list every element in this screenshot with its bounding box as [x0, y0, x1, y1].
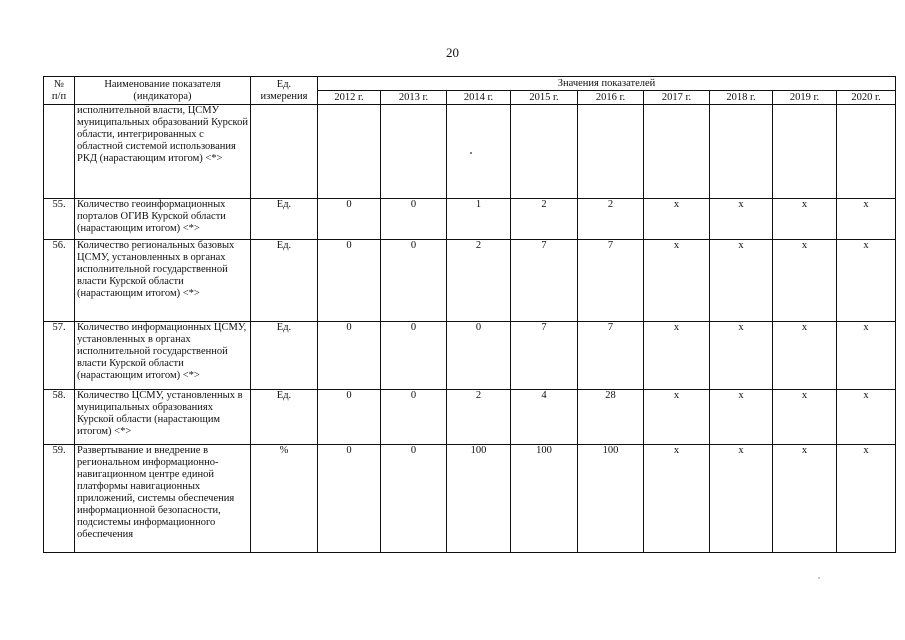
row-indicator-name: Количество ЦСМУ, установленных в муниципальных образованиях Курской области (нарастающим итогом) <*>	[75, 390, 251, 445]
row-value-2014: 1	[447, 199, 511, 240]
row-num: 57.	[44, 322, 75, 390]
row-value-2015: 2	[511, 199, 578, 240]
header-year: 2012 г.	[318, 91, 381, 105]
row-num: 56.	[44, 240, 75, 322]
row-value-2020: x	[837, 199, 896, 240]
row-value-2012: 0	[318, 199, 381, 240]
row-value-2012: 0	[318, 390, 381, 445]
table-row	[44, 322, 896, 390]
row-value-2013	[381, 105, 447, 199]
row-value-2017: x	[644, 199, 710, 240]
table-header	[44, 77, 896, 105]
header-num-line1: №	[53, 78, 65, 90]
row-value-2012: 0	[318, 240, 381, 322]
row-value-2013: 0	[381, 199, 447, 240]
row-value-2017: x	[644, 445, 710, 553]
row-value-2012: 0	[318, 445, 381, 553]
row-unit: Ед.	[251, 390, 318, 445]
row-unit: Ед.	[251, 199, 318, 240]
header-num	[44, 77, 75, 105]
row-value-2015: 7	[511, 322, 578, 390]
row-value-2020	[837, 105, 896, 199]
row-value-2015	[511, 105, 578, 199]
row-value-2014: 0	[447, 322, 511, 390]
row-value-2019: x	[773, 240, 837, 322]
header-unit-line1: Ед.	[276, 78, 292, 90]
row-value-2013: 0	[381, 390, 447, 445]
row-value-2014	[447, 105, 511, 199]
scan-speck	[818, 577, 820, 579]
row-unit: Ед.	[251, 322, 318, 390]
row-num	[44, 105, 75, 199]
row-value-2018	[710, 105, 773, 199]
row-value-2019	[773, 105, 837, 199]
row-value-2013: 0	[381, 240, 447, 322]
header-year: 2014 г.	[447, 91, 511, 105]
row-value-2014: 2	[447, 240, 511, 322]
row-value-2018: x	[710, 390, 773, 445]
row-indicator-name: Количество геоинформационных порталов ОГИВ Курской области (нарастающим итогом) <*>	[75, 199, 251, 240]
row-value-2017: x	[644, 322, 710, 390]
row-value-2015: 100	[511, 445, 578, 553]
header-year: 2013 г.	[381, 91, 447, 105]
page-number: 20	[446, 45, 459, 60]
row-num: 58.	[44, 390, 75, 445]
row-value-2017: x	[644, 240, 710, 322]
table-row	[44, 445, 896, 553]
scan-speck	[470, 152, 472, 154]
row-value-2019: x	[773, 390, 837, 445]
row-value-2014: 100	[447, 445, 511, 553]
header-year: 2017 г.	[644, 91, 710, 105]
header-year: 2020 г.	[837, 91, 896, 105]
row-value-2020: x	[837, 322, 896, 390]
row-num: 55.	[44, 199, 75, 240]
row-value-2016	[578, 105, 644, 199]
row-unit	[251, 105, 318, 199]
header-year: 2018 г.	[710, 91, 773, 105]
header-values-title: Значения показателей	[318, 77, 896, 91]
row-value-2020: x	[837, 390, 896, 445]
row-value-2019: x	[773, 199, 837, 240]
row-value-2014: 2	[447, 390, 511, 445]
row-value-2016: 7	[578, 240, 644, 322]
row-value-2015: 4	[511, 390, 578, 445]
header-year: 2019 г.	[773, 91, 837, 105]
row-value-2013: 0	[381, 445, 447, 553]
header-unit-line2: измерения	[260, 90, 308, 102]
row-value-2020: x	[837, 445, 896, 553]
row-value-2017: x	[644, 390, 710, 445]
row-unit: %	[251, 445, 318, 553]
row-indicator-name: Развертывание и внедрение в региональном информационно-навигационном центре единой платформы навигационных приложений, системы обеспечения информационной безопасности, подсистемы информационного обеспечения	[75, 445, 251, 553]
row-value-2016: 2	[578, 199, 644, 240]
header-year: 2015 г.	[511, 91, 578, 105]
table-row	[44, 240, 896, 322]
row-value-2019: x	[773, 445, 837, 553]
table-row	[44, 199, 896, 240]
row-value-2018: x	[710, 445, 773, 553]
row-indicator-name: Количество региональных базовых ЦСМУ, установленных в органах исполнительной государственной власти Курской области (нарастающим итогом) <*>	[75, 240, 251, 322]
header-unit	[251, 77, 318, 105]
row-value-2019: x	[773, 322, 837, 390]
row-value-2016: 7	[578, 322, 644, 390]
row-value-2020: x	[837, 240, 896, 322]
row-value-2016: 28	[578, 390, 644, 445]
row-unit: Ед.	[251, 240, 318, 322]
header-num-line2: п/п	[51, 90, 67, 102]
header-name	[75, 77, 251, 105]
header-name-line1: Наименование показателя	[104, 78, 221, 90]
row-value-2012: 0	[318, 322, 381, 390]
row-value-2017	[644, 105, 710, 199]
header-name-line2: (индикатора)	[133, 90, 192, 102]
indicators-table	[43, 76, 896, 553]
header-year: 2016 г.	[578, 91, 644, 105]
row-value-2018: x	[710, 240, 773, 322]
row-indicator-name: Количество информационных ЦСМУ, установленных в органах исполнительной государственной власти Курской области (нарастающим итогом) <*>	[75, 322, 251, 390]
table-row	[44, 390, 896, 445]
row-value-2015: 7	[511, 240, 578, 322]
row-num: 59.	[44, 445, 75, 553]
row-indicator-name: исполнительной власти, ЦСМУ муниципальных образований Курской области, интегрированных с областной системой использования РКД (нарастающим итогом) <*>	[75, 105, 251, 199]
row-value-2012	[318, 105, 381, 199]
row-value-2018: x	[710, 199, 773, 240]
row-value-2018: x	[710, 322, 773, 390]
row-value-2016: 100	[578, 445, 644, 553]
row-value-2013: 0	[381, 322, 447, 390]
